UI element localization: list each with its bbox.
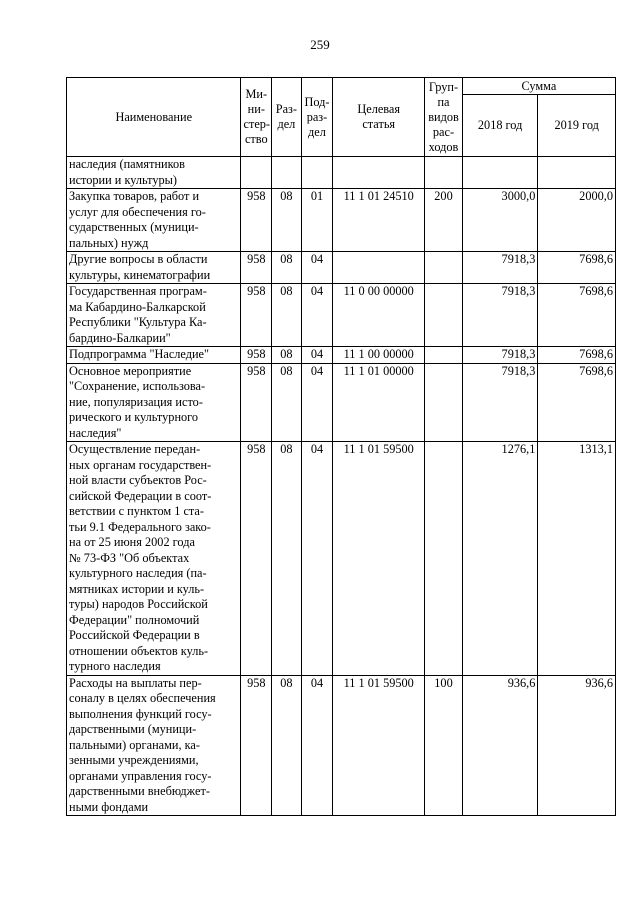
cell-section: 08: [272, 347, 302, 364]
budget-table: [66, 77, 616, 816]
cell-target: 11 1 01 24510: [333, 189, 425, 252]
table-row: [67, 347, 616, 364]
cell-section: 08: [272, 189, 302, 252]
cell-sum-2019: 7698,6: [538, 363, 616, 442]
cell-subsection: 01: [301, 189, 333, 252]
cell-expense-group: [425, 442, 463, 676]
cell-name: Государственная програм- ма Кабардино-Балкарской Республики "Культура Ка- бардино-Балкарии": [67, 284, 241, 347]
cell-name: наследия (памятников истории и культуры): [67, 157, 241, 189]
cell-ministry: 958: [241, 284, 272, 347]
cell-ministry: 958: [241, 675, 272, 816]
cell-name: Осуществление передан- ных органам государствен- ной власти субъектов Рос- сийской Федерации в соот- ветствии с пунктом 1 ста- тьи 9.1 Федерального зако- на от 25 июня 2002 года № 73-ФЗ "Об объектах культурного наследия (па- мятниках истории и куль- туры) народов Российской Федерации" полномочий Российской Федерации в отношении объектов куль- турного наследия: [67, 442, 241, 676]
cell-subsection: 04: [301, 675, 333, 816]
cell-ministry: 958: [241, 442, 272, 676]
cell-target: 11 1 01 59500: [333, 442, 425, 676]
cell-sum-2019: 7698,6: [538, 252, 616, 284]
cell-sum-2019: [538, 157, 616, 189]
cell-name: Подпрограмма "Наследие": [67, 347, 241, 364]
cell-subsection: 04: [301, 347, 333, 364]
cell-expense-group: [425, 363, 463, 442]
table-body: [67, 157, 616, 816]
table-row: [67, 284, 616, 347]
header-subsection: Под- раз- дел: [301, 78, 333, 157]
cell-name: Другие вопросы в области культуры, кинематографии: [67, 252, 241, 284]
cell-name: Расходы на выплаты пер- соналу в целях обеспечения выполнения функций госу- дарственными (муници- пальными) органами, ка- зенными учреждениями, органами управления госу- дарственными внебюджет- ными фондами: [67, 675, 241, 816]
table-row: [67, 363, 616, 442]
header-sum: Сумма: [462, 78, 615, 95]
cell-sum-2018: 7918,3: [462, 284, 538, 347]
table-row: [67, 675, 616, 816]
cell-ministry: 958: [241, 252, 272, 284]
cell-section: [272, 157, 302, 189]
cell-sum-2018: 1276,1: [462, 442, 538, 676]
cell-expense-group: 200: [425, 189, 463, 252]
cell-expense-group: [425, 347, 463, 364]
cell-sum-2018: 3000,0: [462, 189, 538, 252]
cell-ministry: 958: [241, 363, 272, 442]
cell-subsection: 04: [301, 284, 333, 347]
cell-subsection: 04: [301, 363, 333, 442]
table-header: [67, 78, 616, 157]
cell-section: 08: [272, 363, 302, 442]
cell-ministry: 958: [241, 189, 272, 252]
cell-ministry: 958: [241, 347, 272, 364]
cell-sum-2019: 2000,0: [538, 189, 616, 252]
cell-target: [333, 252, 425, 284]
cell-subsection: [301, 157, 333, 189]
cell-expense-group: 100: [425, 675, 463, 816]
cell-expense-group: [425, 252, 463, 284]
cell-sum-2018: [462, 157, 538, 189]
header-ministry: Ми- ни- стер- ство: [241, 78, 272, 157]
header-name: Наименование: [67, 78, 241, 157]
header-expense-group: Груп- па видов рас- ходов: [425, 78, 463, 157]
cell-section: 08: [272, 675, 302, 816]
cell-target: 11 1 01 59500: [333, 675, 425, 816]
header-section: Раз- дел: [272, 78, 302, 157]
cell-section: 08: [272, 252, 302, 284]
header-target: Целевая статья: [333, 78, 425, 157]
cell-sum-2019: 7698,6: [538, 347, 616, 364]
cell-name: Основное мероприятие "Сохранение, использова- ние, популяризация исто- рического и культурного наследия": [67, 363, 241, 442]
cell-target: 11 0 00 00000: [333, 284, 425, 347]
cell-sum-2018: 7918,3: [462, 347, 538, 364]
header-year-2019: 2019 год: [538, 95, 616, 157]
cell-ministry: [241, 157, 272, 189]
cell-section: 08: [272, 284, 302, 347]
cell-subsection: 04: [301, 442, 333, 676]
cell-sum-2019: 936,6: [538, 675, 616, 816]
cell-sum-2019: 1313,1: [538, 442, 616, 676]
page-number: 259: [310, 37, 330, 52]
cell-sum-2018: 7918,3: [462, 363, 538, 442]
table-row: [67, 442, 616, 676]
cell-expense-group: [425, 157, 463, 189]
table-row: [67, 252, 616, 284]
cell-target: [333, 157, 425, 189]
cell-target: 11 1 01 00000: [333, 363, 425, 442]
table-row: [67, 157, 616, 189]
cell-expense-group: [425, 284, 463, 347]
cell-sum-2018: 7918,3: [462, 252, 538, 284]
cell-sum-2019: 7698,6: [538, 284, 616, 347]
table-row: [67, 189, 616, 252]
header-year-2018: 2018 год: [462, 95, 538, 157]
cell-section: 08: [272, 442, 302, 676]
cell-sum-2018: 936,6: [462, 675, 538, 816]
cell-subsection: 04: [301, 252, 333, 284]
cell-target: 11 1 00 00000: [333, 347, 425, 364]
cell-name: Закупка товаров, работ и услуг для обеспечения го- сударственных (муници- пальных) нужд: [67, 189, 241, 252]
